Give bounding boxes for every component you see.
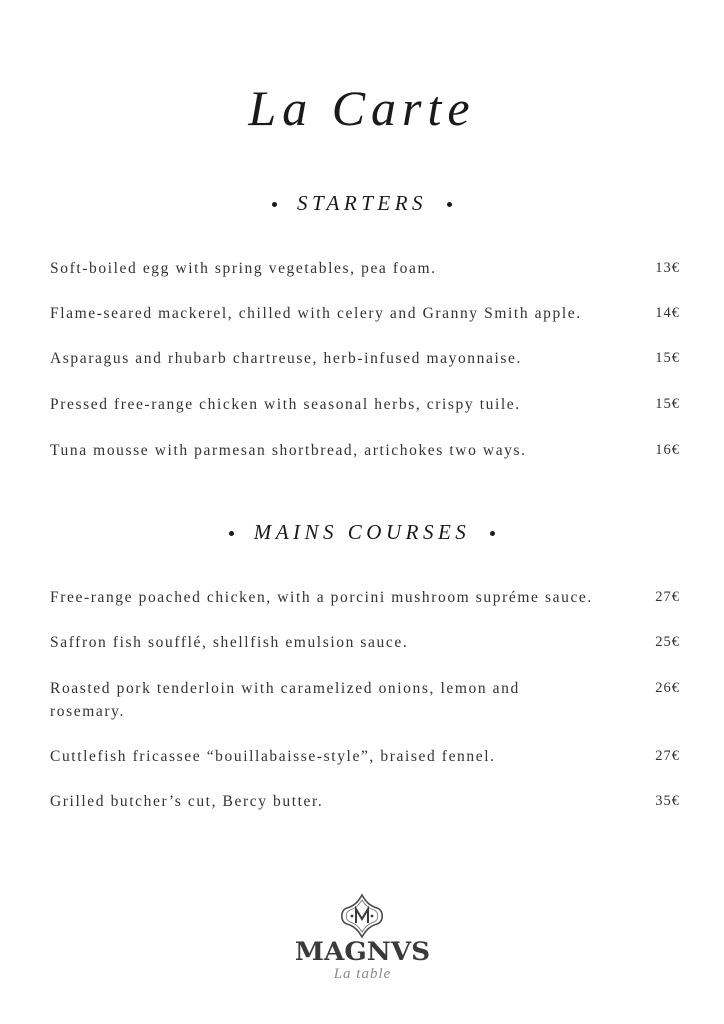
menu-item-price: 14€	[655, 305, 680, 321]
menu-item-description: Free-range poached chicken, with a porcini mushroom supréme sauce.	[50, 589, 593, 606]
menu-item	[50, 302, 680, 325]
menu-item	[50, 257, 680, 280]
menu-item-price: 26€	[655, 680, 680, 696]
menu-item-price: 27€	[655, 748, 680, 764]
menu-item-price: 25€	[655, 634, 680, 650]
menu-item-description: Grilled butcher’s cut, Bercy butter.	[50, 793, 324, 810]
menu-item	[50, 439, 680, 462]
menu-item-description: Roasted pork tenderloin with caramelized onions, lemon and rosemary.	[50, 680, 520, 720]
menu-item	[50, 677, 680, 723]
menu-item-description: Flame-seared mackerel, chilled with celery and Granny Smith apple.	[50, 305, 582, 322]
bullet-dot-icon	[490, 531, 495, 536]
bullet-dot-icon	[229, 531, 234, 536]
menu-item-price: 13€	[655, 260, 680, 276]
menu-item-price: 16€	[655, 442, 680, 458]
menu-item	[50, 586, 680, 609]
menu-title: La Carte	[248, 80, 476, 136]
bullet-dot-icon	[272, 202, 277, 207]
logo-tagline: La table	[333, 966, 392, 982]
menu-item-description: Saffron fish soufflé, shellfish emulsion sauce.	[50, 634, 409, 651]
menu-item-description: Asparagus and rhubarb chartreuse, herb-infused mayonnaise.	[50, 350, 522, 367]
section-heading-starters	[0, 190, 724, 216]
menu-item	[50, 347, 680, 370]
menu-item-price: 27€	[655, 589, 680, 605]
menu-item-description: Tuna mousse with parmesan shortbread, artichokes two ways.	[50, 442, 527, 459]
menu-item-price: 15€	[655, 396, 680, 412]
menu-item	[50, 631, 680, 654]
menu-item-description: Pressed free-range chicken with seasonal herbs, crispy tuile.	[50, 396, 521, 413]
section-heading-mains	[0, 519, 724, 545]
menu-item-price: 15€	[655, 350, 680, 366]
menu-item	[50, 790, 680, 813]
section-heading-label: STARTERS	[296, 191, 428, 215]
menu-item-price: 35€	[655, 793, 680, 809]
logo-wordmark: MAGNVS	[294, 937, 431, 966]
menu-item	[50, 393, 680, 416]
section-heading-label: MAINS COURSES	[253, 520, 471, 544]
restaurant-logo	[290, 893, 435, 993]
menu-item-description: Soft-boiled egg with spring vegetables, pea foam.	[50, 260, 437, 277]
menu-item-description: Cuttlefish fricassee “bouillabaisse-style”, braised fennel.	[50, 748, 496, 765]
bullet-dot-icon	[447, 202, 452, 207]
monogram-m-emblem-icon	[337, 893, 387, 939]
menu-item	[50, 745, 680, 768]
